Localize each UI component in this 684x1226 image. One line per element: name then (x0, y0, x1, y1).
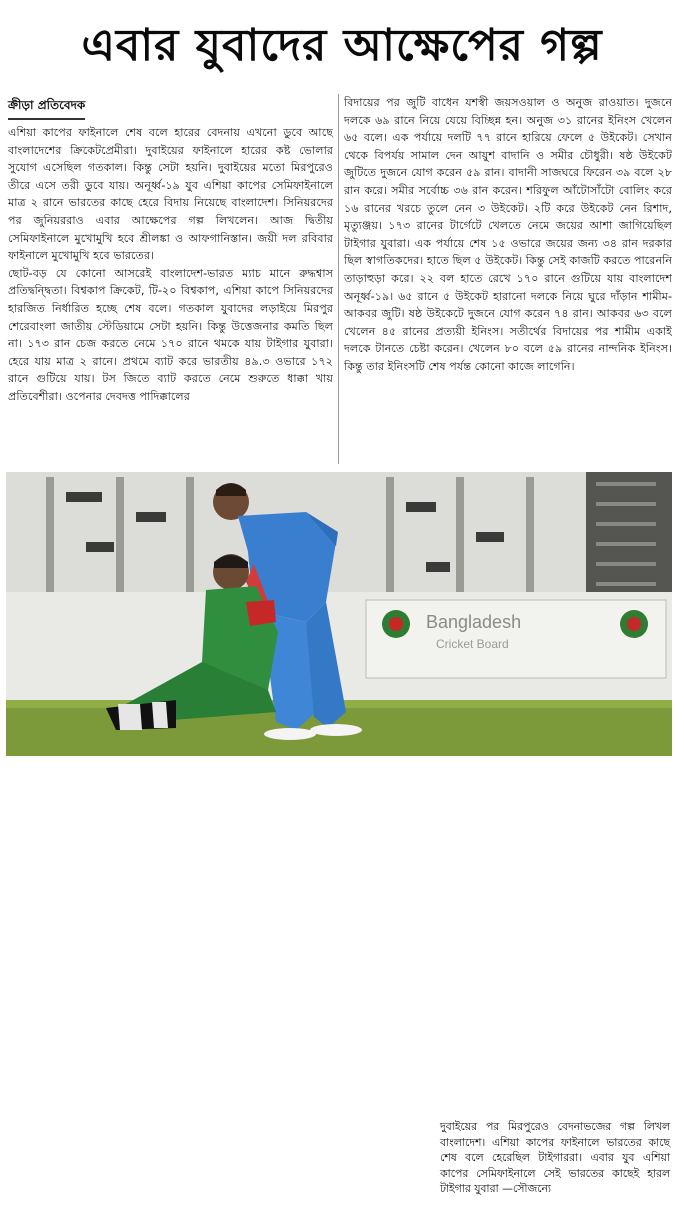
photo-illustration (6, 472, 672, 756)
column-divider (338, 94, 339, 464)
article-left-column (8, 124, 333, 464)
photo-caption: দুবাইয়ের পর মিরপুরেও বেদনাভজের গল্প লিখল বাংলাদেশ। এশিয়া কাপের ফাইনালে ভারতের কাছে শেষ বলে হেরেছিল টাইগাররা। এবার যুব এশিয়া কাপের সেমিফাইনালে সেই ভারতের কাছেই হারল টাইগার যুবারা —সৌজন্যে (434, 1116, 676, 1226)
headline: এবার যুবাদের আক্ষেপের গল্প (81, 20, 603, 71)
byline: ক্রীড়া প্রতিবেদক (8, 97, 85, 120)
banner-text: Bangladesh (426, 612, 522, 632)
banner-subtext: Cricket Board (436, 637, 509, 651)
article-right-column (344, 94, 672, 466)
match-photo (6, 472, 672, 1195)
article-paragraph-3: বিদায়ের পর জুটি বাধেন যশস্বী জয়সওয়াল ও অনুজ রাওয়াত। দুজনে দলকে ৬৯ রানে নিয়ে যেয়ে বিচ্ছিন্ন হন। অনুজ ৩১ রানের ইনিংস খেলেন ৬৫ বলে। এক পর্যায়ে দলটি ৭৭ রানে হারিয়ে ফেলে ৫ উইকেট। সেখান থেকে বিপর্যয় সামাল দেন আয়ুশ বাদানি ও সমীর চৌধুরী। ষষ্ঠ উইকেট জুটিতে দুজনে যোগ করেন ৫৯ রান। বাদানী সাজঘরে ফিরেন ৩৯ বলে ২৮ রান করে। সমীর সর্বোচ্চ ৩৬ রান করেন। শরিফুল আঁটোসাঁটো বোলিং করে ১৬ রানের খরচে তুলে নেন ৩ উইকেট। ২টি করে উইকেট নেন রিশাদ, মৃত্যুঞ্জয়। ১৭৩ রানের টার্গেটে খেলতে নেমে জয়ের আশা জাগিয়েছিল টাইগার যুবারা। এক পর্যায়ে শেষ ১৫ ওভারে জয়ের জন্য ৩৪ রান দরকার ছিল স্বাগতিকদের। হাতে ছিল ৫ উইকেট। কিন্তু সেই কাজটি করতে পারেননি তাড়াহুড়া করে। ২২ বল হাতে রেখে ১৭০ রানে গুটিয়ে যায় বাংলাদেশ অনূর্ধ্ব-১৯। ৬৫ রানে ৫ উইকেট হারানো দলকে নিয়ে ঘুরে দাঁড়ান শামীম-আকবর জুটি। ষষ্ঠ উইকেটে দুজনে যোগ করেন ৭৪ রান। আকবর ৬৩ বলে খেলেন ৪৫ রানের প্রত্যয়ী ইনিংস। সতীর্থের বিদায়ের পর শামীম একাই দলকে টানতে চেষ্টা করেন। খেলেন ৮০ বলে ৫৯ রানের নান্দনিক ইনিংস। কিন্তু তার ইনিংসটি শেষ পর্যন্ত কোনো কাজে লাগেনি। (344, 96, 672, 373)
article-paragraph-1: এশিয়া কাপের ফাইনালে শেষ বলে হারের বেদনায় এখনো ডুবে আছে বাংলাদেশের ক্রিকেটপ্রেমীরা। দুবাইয়ের ফাইনালে হারের কষ্ট ভোলার সুযোগ এসেছিল গতকাল। কিন্তু সেটা হয়নি। দুবাইয়ের মতো মিরপুরেও তীরে এসে তরী ডুবে যায়। অনূর্ধ্ব-১৯ যুব এশিয়া কাপের সেমিফাইনালে মাত্র ২ রানে ভারতের কাছে হেরে বিদায় নিয়েছে বাংলাদেশ। সিনিয়রদের পর জুনিয়ররাও এবার আক্ষেপের গল্প লিখলেন। আজ দ্বিতীয় সেমিফাইনালে মুখোমুখি হবে শ্রীলঙ্কা ও আফগানিস্তান। জয়ী দল রবিবার ফাইনালে মুখোমুখি হবে ভারতের। (8, 126, 333, 263)
article-paragraph-2: ছোট-বড় যে কোনো আসরেই বাংলাদেশ-ভারত ম্যাচ মানে রুদ্ধশ্বাস প্রতিদ্বন্দ্বিতা। বিশ্বকাপ ক্রিকেট, টি-২০ বিশ্বকাপ, এশিয়া কাপে সিনিয়রদের হারজিত নির্ধারিত হচ্ছে শেষ বলে। গতকাল যুবাদের লড়াইয়ে মিরপুর শেরেবাংলা জাতীয় স্টেডিয়ামে সেটা হয়নি। কিন্তু উত্তেজনার কমতি ছিল না। ১৭৩ রান চেজ করতে নেমে ১৭০ রানে থমকে যায় টাইগার যুবারা। হেরে যায় মাত্র ২ রানে। প্রথমে ব্যাট করে ভারতীয় ৪৯.৩ ওভারে ১৭২ রানে গুটিয়ে যায়। টস জিতে ব্যাট করতে নেমে শুরুতে ধাক্কা খায় প্রতিবেশীরা। ওপেনার দেবদত্ত পাদিক্কালের (8, 266, 333, 403)
